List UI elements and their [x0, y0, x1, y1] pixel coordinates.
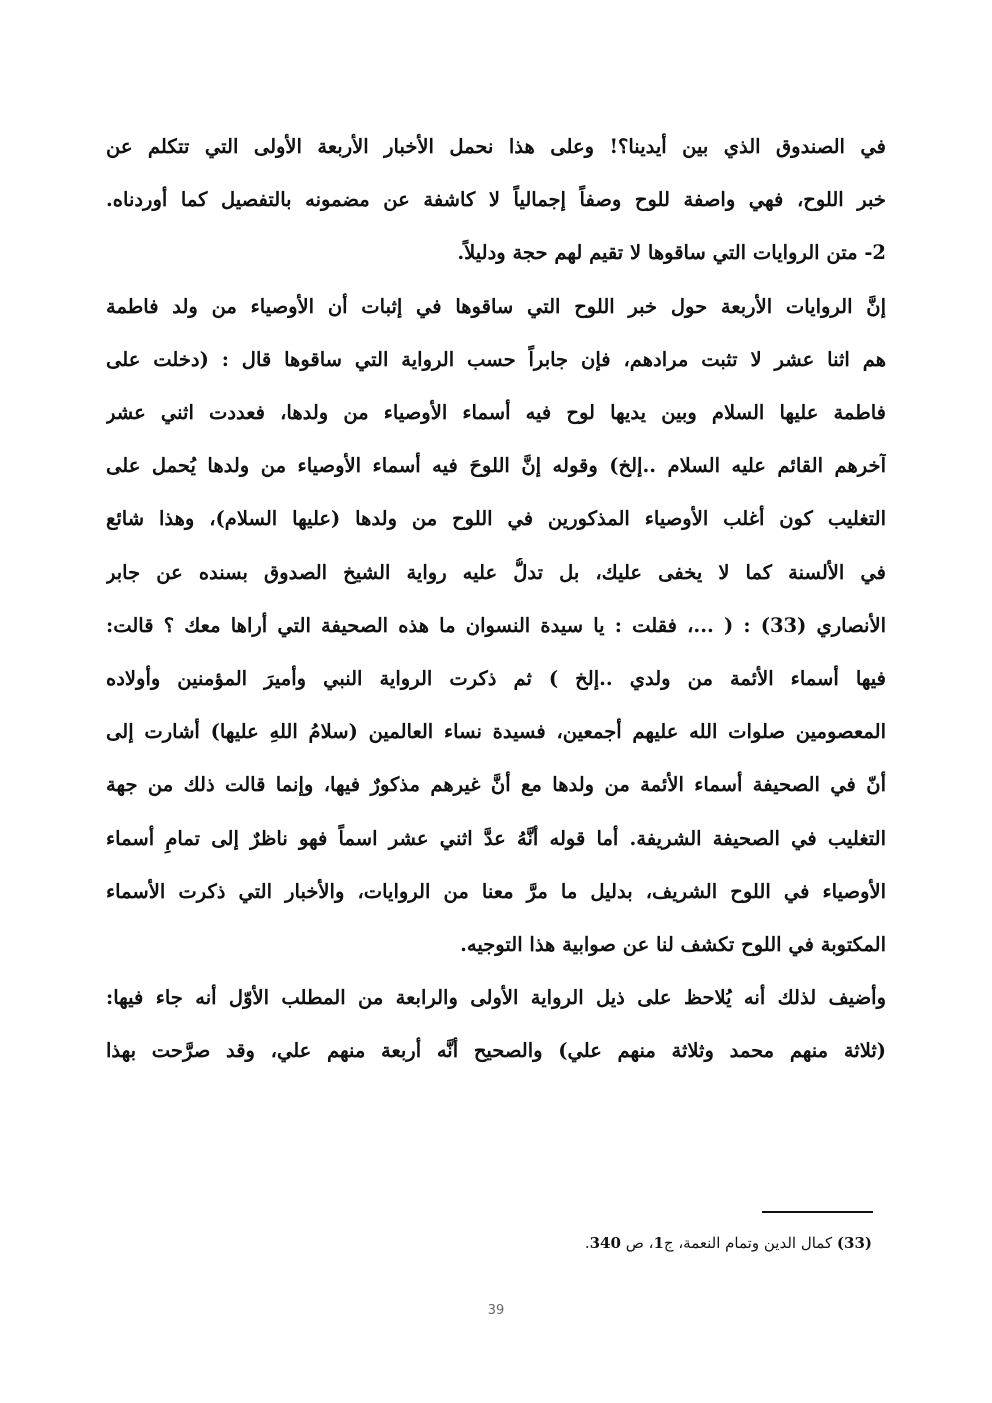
page-number: 39	[487, 1303, 505, 1318]
footnote-number: (33)	[836, 1234, 872, 1252]
text-line: التغليب كون أغلب الأوصياء المذكورين في اللوح من ولدها (عليها السلام)، وهذا شائع	[106, 507, 886, 531]
footnote	[585, 1234, 872, 1252]
text-line: آخرهم القائم عليه السلام ..إلخ) وقوله إنَّ اللوحَ فيه أسماء الأوصياء من ولدها يُحمل على	[106, 454, 886, 478]
text-line: فيها أسماء الأئمة من ولدي ..إلخ ) ثم ذكرت الرواية النبي وأميرَ المؤمنين وأولاده	[106, 667, 886, 690]
text-line: فاطمة عليها السلام وبين يديها لوح فيه أسماء الأوصياء من ولدها، فعددت اثني عشر	[106, 401, 886, 424]
text-line: الأنصاري (33) : ( ...، فقلت : يا سيدة النسوان ما هذه الصحيفة التي أراها معك ؟ قالت:	[106, 613, 886, 637]
text-line: التغليب في الصحيفة الشريفة. أما قوله أنَّهُ عدَّ اثني عشر اسماً فهو ناظرٌ إلى تمامِ أسماء	[106, 826, 886, 850]
text-line: خبر اللوح، فهي واصفة للوح وصفاً إجمالياً لا كاشفة عن مضمونه بالتفصيل كما أوردناه.	[106, 188, 886, 212]
footnote-separator	[762, 1211, 873, 1213]
footnote-page-prefix: ، ص	[625, 1234, 654, 1252]
text-line: الأوصياء في اللوح الشريف، بدليل ما مرَّ معنا من الروايات، والأخبار التي ذكرت الأسماء	[106, 879, 886, 903]
text-line: وأضيف لذلك أنه يُلاحظ على ذيل الرواية الأولى والرابعة من المطلب الأوّل أنه جاء فيها:	[106, 986, 886, 1010]
footnote-end: .	[584, 1234, 590, 1252]
text-line: (ثلاثة منهم محمد وثلاثة منهم علي) والصحيح أنَّه أربعة منهم علي، وقد صرَّحت بهذا	[106, 1039, 886, 1063]
footnote-volume: 1	[653, 1234, 664, 1252]
text-line: المعصومين صلوات الله عليهم أجمعين، فسيدة نساء العالمين (سلامُ اللهِ عليها) أشارت إلى	[106, 720, 886, 744]
text-line: المكتوبة في اللوح تكشف لنا عن صوابية هذا التوجيه.	[460, 933, 886, 956]
text-line: في الصندوق الذي بين أيدينا؟! وعلى هذا نحمل الأخبار الأربعة الأولى التي تتكلم عن	[106, 135, 886, 158]
text-line: أنّ في الصحيفة أسماء الأئمة من ولدها مع أنَّ غيرهم مذكورٌ فيها، وإنما قالت ذلك من جهة	[106, 773, 886, 797]
text-line: إنَّ الروايات الأربعة حول خبر اللوح التي ساقوها في إثبات أن الأوصياء من ولد فاطمة	[106, 294, 886, 318]
text-line: هم اثنا عشر لا تثبت مرادهم، فإن جابراً حسب الرواية التي ساقوها قال : (دخلت على	[106, 347, 886, 371]
footnote-page: 340	[589, 1234, 621, 1252]
text-line: في الألسنة كما لا يخفى عليك، بل تدلُّ عليه رواية الشيخ الصدوق بسنده عن جابر	[106, 560, 886, 584]
text-line: 2- متن الروايات التي ساقوها لا تقيم لهم حجة ودليلاً.	[457, 241, 886, 265]
footnote-source: كمال الدين وتمام النعمة، ج	[663, 1234, 833, 1252]
